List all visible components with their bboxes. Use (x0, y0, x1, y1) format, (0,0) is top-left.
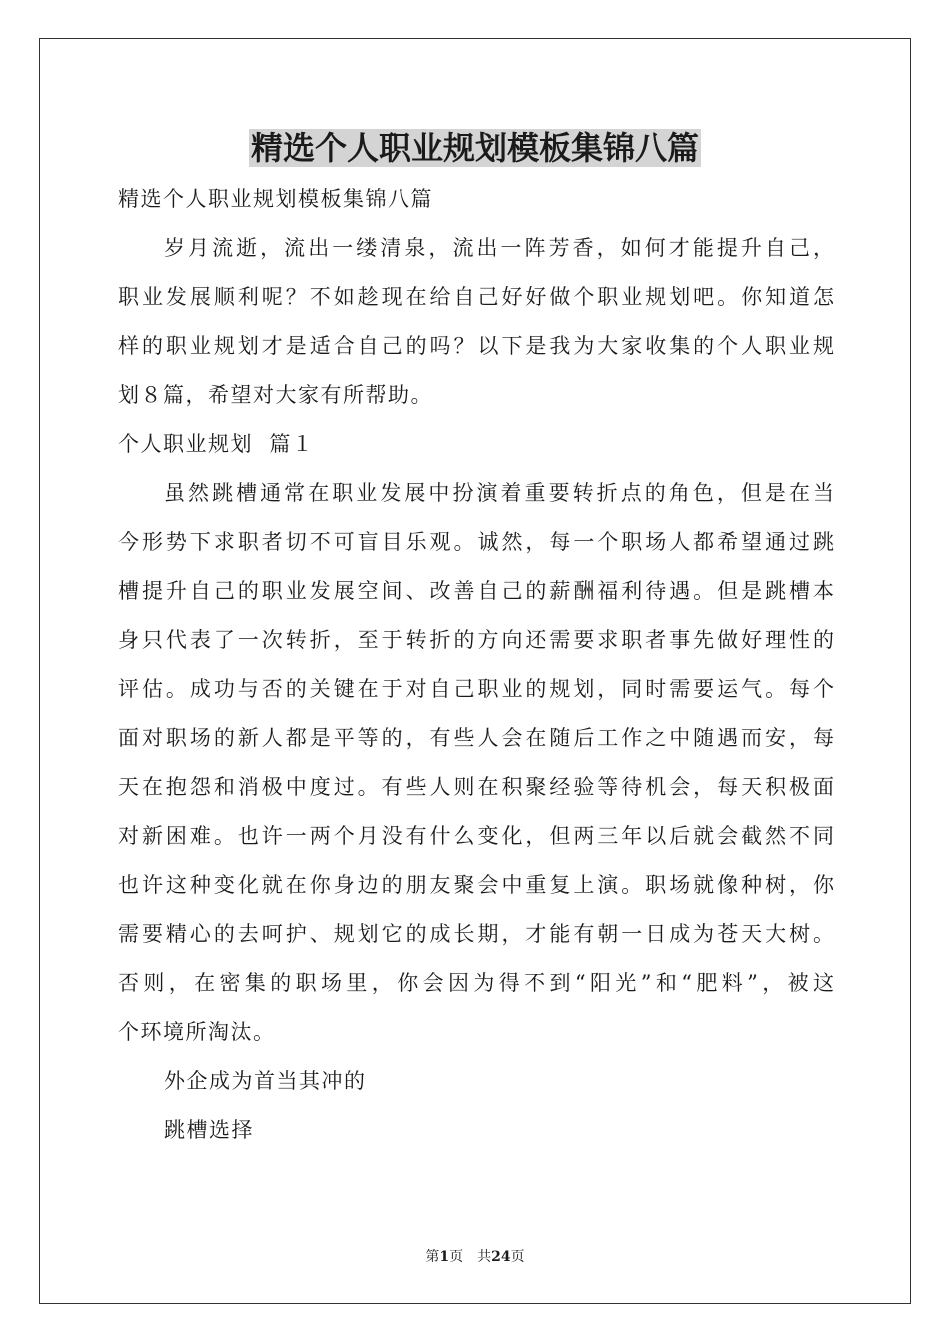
paragraph-job-hopping: 跳槽选择 (164, 1118, 254, 1142)
paragraph-foreign-companies: 外企成为首当其冲的 (164, 1069, 367, 1093)
body-line: 需要精心的去呵护、规划它的成长期，才能有朝一日成为苍天大树。 (118, 922, 834, 946)
intro-line: 样的职业规划才是适合自己的吗？以下是我为大家收集的个人职业规 (118, 334, 834, 358)
intro-line: 岁月流逝，流出一缕清泉，流出一阵芳香，如何才能提升自己， (164, 236, 834, 260)
intro-line: 划８篇，希望对大家有所帮助。 (118, 383, 433, 407)
body-line: 对新困难。也许一两个月没有什么变化，但两三年以后就会截然不同 (118, 824, 834, 848)
page-suffix: 页 (449, 1249, 464, 1265)
body-line: 评估。成功与否的关键在于对自己职业的规划，同时需要运气。每个 (118, 677, 834, 701)
body-line: 虽然跳槽通常在职业发展中扮演着重要转折点的角色，但是在当 (164, 481, 834, 505)
document-title-text: 精选个人职业规划模板集锦八篇 (250, 129, 699, 167)
total-prefix: 共 (477, 1249, 492, 1265)
body-line: 个环境所淘汰。 (118, 1020, 276, 1044)
body-line: 也许这种变化就在你身边的朋友聚会中重复上演。职场就像种树，你 (118, 873, 834, 897)
document-body (118, 178, 834, 1158)
document-subtitle: 精选个人职业规划模板集锦八篇 (118, 187, 433, 211)
body-line: 今形势下求职者切不可盲目乐观。诚然，每一个职场人都希望通过跳 (118, 530, 834, 554)
body-line: 面对职场的新人都是平等的，有些人会在随后工作之中随遇而安，每 (118, 726, 834, 750)
page-prefix: 第 (425, 1249, 440, 1265)
total-pages: 24 (491, 1249, 511, 1265)
section-heading: 个人职业规划 篇１ (118, 432, 315, 456)
page-number: 1 (439, 1249, 450, 1265)
page-footer (0, 1247, 950, 1267)
body-line: 天在抱怨和消极中度过。有些人则在积聚经验等待机会，每天积极面 (118, 775, 834, 799)
total-suffix: 页 (510, 1249, 525, 1265)
body-line: 槽提升自己的职业发展空间、改善自己的薪酬福利待遇。但是跳槽本 (118, 579, 834, 603)
intro-line: 职业发展顺利呢？不如趁现在给自己好好做个职业规划吧。你知道怎 (118, 285, 834, 309)
body-line: 否则，在密集的职场里，你会因为得不到“阳光”和“肥料”，被这 (118, 971, 834, 995)
body-line: 身只代表了一次转折，至于转折的方向还需要求职者事先做好理性的 (118, 628, 834, 652)
document-title (0, 126, 950, 170)
